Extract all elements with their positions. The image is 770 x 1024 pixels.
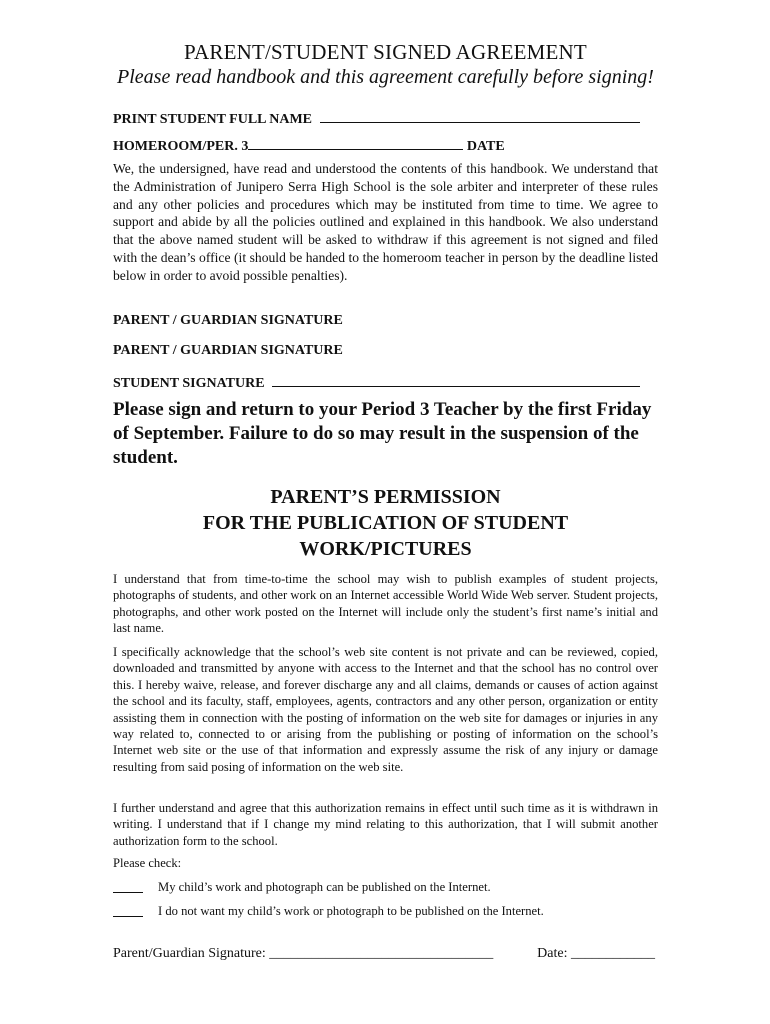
option-no-row [113,904,658,922]
parent-guardian-signature-row [113,946,658,962]
student-signature-label: STUDENT SIGNATURE [113,376,265,391]
homeroom-row [113,135,505,155]
option-yes-row [113,880,658,898]
homeroom-line[interactable] [248,135,463,150]
permission-paragraph-2: I specifically acknowledge that the school’s web site content is not private and can be reviewed, copied, downloaded and transmitted by anyone with access to the Internet and that the school has no control over this. I hereby waive, release, and forever discharge any and all claims, demands or causes of action against the school and its faculty, staff, employees, agents, contractors and any other person, organization or entity assisting them in connection with the posting of information on the web site for damages or injuries in any way related to, connected to or arising from the publishing or posting of information on the school’s Internet web site or the use of that information and expressly assume the risk of any injury or damage resulting from said posing of information on the web site. [113,645,658,774]
agreement-paragraph: We, the undersigned, have read and understood the contents of this handbook. We understand that the Administration of Junipero Serra High School is the sole arbiter and interpreter of these rules and any other policies and procedures which may be instituted from time to time. We agree to support and abide by all the policies outlined and explained in this handbook. We also understand that the above named student will be asked to withdraw if this agreement is not signed and filed with the dean’s office (it should be handed to the homeroom teacher in person by the deadline listed below in order to avoid possible penalties). [113,161,658,283]
date-label: DATE [466,139,505,154]
permission-paragraph-3: I further understand and agree that this authorization remains in effect until such time as it is withdrawn in writing. I understand that if I change my mind relating to this authorization, that I will submit another authorization form to the school. [113,801,658,848]
student-name-row [113,108,640,128]
student-name-label: PRINT STUDENT FULL NAME [113,112,313,127]
permission-heading-1: PARENT’S PERMISSION [270,486,501,508]
page-subtitle: Please read handbook and this agreement carefully before signing! [117,66,654,88]
option-yes-checkbox[interactable] [113,880,143,893]
permission-paragraph-1: I understand that from time-to-time the school may wish to publish examples of student projects, photographs of students, and other work on an Internet accessible World Wide Web server. Student projects, photographs, and other work posted on the Internet will include only the student’s first name’s initial and last name. [113,572,658,636]
signature-date-label[interactable]: Date: ____________ [537,946,655,961]
return-notice: Please sign and return to your Period 3 Teacher by the first Friday of September. Failure to do so may result in the suspension of the student. [113,399,652,468]
parent-guardian-signature-label[interactable]: Parent/Guardian Signature: ________________________________ [113,946,494,961]
page-title: PARENT/STUDENT SIGNED AGREEMENT [184,40,587,64]
homeroom-label: HOMEROOM/PER. 3 [113,139,249,154]
student-signature-line[interactable] [272,372,640,387]
parent-signature-label-2: PARENT / GUARDIAN SIGNATURE [113,343,343,358]
student-name-line[interactable] [320,108,640,123]
option-no-label: I do not want my child’s work or photograph to be published on the Internet. [158,904,544,918]
student-signature-row [113,372,640,392]
permission-heading-3: WORK/PICTURES [299,538,472,560]
parent-signature-label-1: PARENT / GUARDIAN SIGNATURE [113,313,343,328]
please-check-label: Please check: [113,856,182,870]
permission-heading-2: FOR THE PUBLICATION OF STUDENT [202,512,569,534]
option-no-checkbox[interactable] [113,904,143,917]
parent-signature-row-2 [113,343,343,359]
option-yes-label: My child’s work and photograph can be published on the Internet. [158,880,491,894]
parent-signature-row-1 [113,313,343,329]
